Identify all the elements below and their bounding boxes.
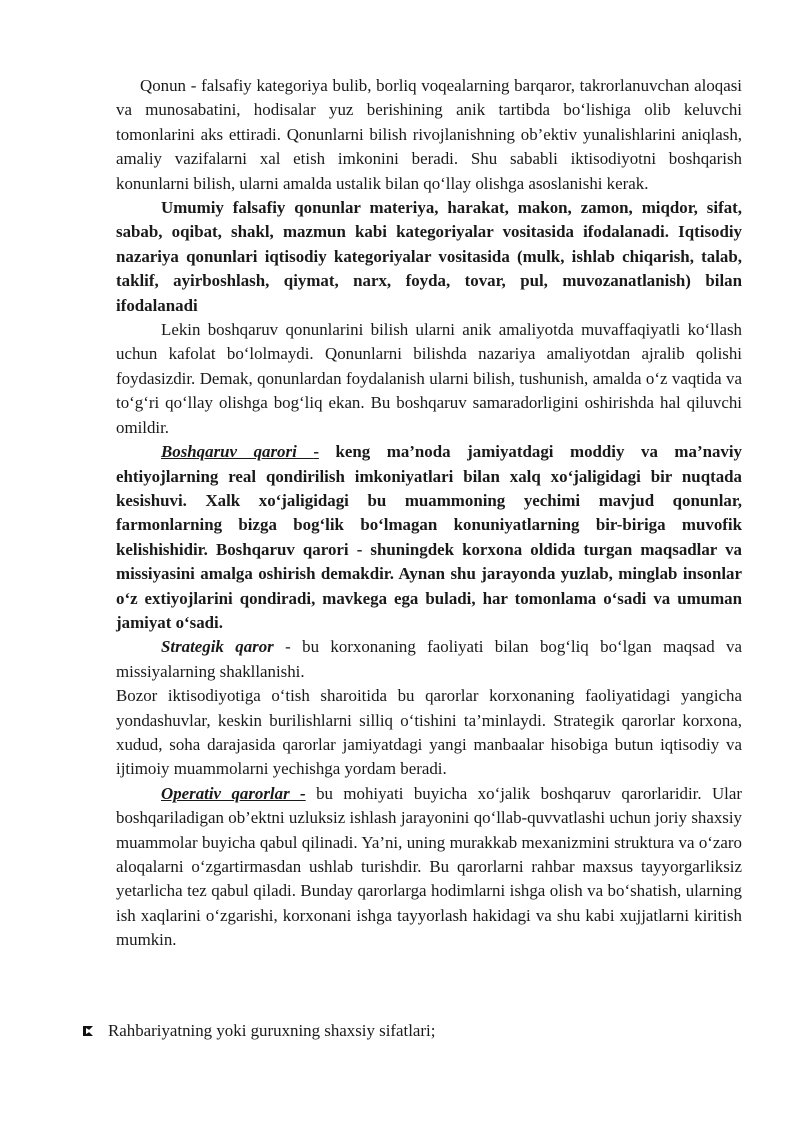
paragraph-operative-decisions [116,782,742,953]
paragraph-management-decision [116,440,742,635]
paragraph-qonun-definition: Qonun - falsafiy kategoriya bulib, borliq voqealarning barqaror, takrorlanuvchan aloqasi va munosabatini, hodisalar yuz berishining anik tartibda bo‘lishiga olib keluvchi tomonlarini aks ettiradi. Qonunlarni bilish rivojlanishning ob’ektiv yunalishlarini aniqlash, amaliy vazifalarni xal etish imkonini beradi. Shu sababli iktisodiyotni boshqarish konunlarni bilish, ularni amalda ustalik bilan qo‘llay olishga asoslanishi kerak. [116,76,742,193]
term-strategik-qaror: Strategik qaror [161,637,274,657]
term-operativ-qarorlar: Operativ qarorlar - [161,783,306,803]
document-body [116,74,742,953]
bullet-list-item [82,1019,742,1043]
paragraph-knowing-laws: Lekin boshqaruv qonunlarini bilish ularni anik amaliyotda muvaffaqiyatli ko‘llash uchun kafolat bo‘lolmaydi. Qonunlarni bilishda nazariya amaliyotdan ajralib qolishi foydasizdir. Demak, qonunlardan foydalanish ularni bilish, tushunish, amalda o‘z vaqtida va to‘g‘ri qo‘llay olishga bog‘liq ekan. Bu boshqaruv samaradorligini oshirishda hal qiluvchi omildir. [116,320,742,437]
bullet-arrow-icon [82,1025,94,1037]
paragraph-market-transition: Bozor iktisodiyotiga o‘tish sharoitida bu qarorlar korxonaning faoliyatidagi yangicha yondashuvlar, keskin burilishlarni silliq o‘tishini ta’minlaydi. Strategik qarorlar korxona, xudud, soha darajasida qarorlar jamiyatdagi yangi manbaalar hisobiga butun iqtisodiy va ijtimoiy muammolarni yechishga yordam beradi. [116,686,742,779]
paragraph-strategic-decision [116,635,742,684]
term-dash: - [313,442,319,462]
paragraph-strategic-decision-text: - bu korxonaning faoliyati bilan bog‘liq bo‘lgan maqsad va missiyalarning shakllanishi. [116,637,743,681]
paragraph-philosophical-laws: Umumiy falsafiy qonunlar materiya, harakat, makon, zamon, miqdor, sifat, sabab, oqibat, shakl, mazmun kabi kategoriyalar vositasida ifodalanadi. Iqtisodiy nazariya qonunlari iqtisodiy kategoriyalar vositasida (mulk, ishlab chiqarish, talab, taklif, ayirboshlash, qiymat, narx, foyda, tovar, pul, muvozanatlanish) bilan ifodalanadi [116,198,742,315]
paragraph-operative-decisions-text: bu mohiyati buyicha xo‘jalik boshqaruv qarorlaridir. Ular boshqariladigan ob’ektni uzluksiz ishlash jarayonini qo‘llab-quvvatlashi uchun joriy shaxsiy muammolar buyicha qabul qilinadi. Ya’ni, uning murakkab mexanizmini struktura va o‘zaro aloqalarni o‘zgartirmasdan ushlab turishdir. Bu qarorlarni rahbar maxsus tayyorgarliksiz yetarlicha tez qabul qiladi. Bunday qarorlarga hodimlarni ishga olish va bo‘shatish, ularning ish xaqlarini o‘zgarishi, korxonani ishga tayyorlash hakidagi va shu kabi xujjatlarni kiritish mumkin. [116,783,743,950]
bullet-item-text: Rahbariyatning yoki guruxning shaxsiy sifatlari; [108,1021,436,1040]
term-boshqaruv-qarori: Boshqaruv qarori [161,442,314,462]
paragraph-management-decision-text: keng ma’noda jamiyatdagi moddiy va ma’naviy ehtiyojlarning real qondirilish imkoniyatlari bilan xalq xo‘jaligidagi bir nuqtada kesishuvi. Xalk xo‘jaligidagi bu muammoning yechimi mavjud qonunlar, farmonlarning bizga bog‘lik bo‘lmagan konuniyatlarning bir-biriga muvofik kelishishidir. Boshqaruv qarori - shuningdek korxona oldida turgan maqsadlar va missiyasini amalga oshirish demakdir. Aynan shu jarayonda yuzlab, minglab insonlar o‘z extiyojlarini qondiradi, mavkega ega buladi, har tomonlama o‘sadi va umuman jamiyat o‘sadi. [116,442,742,632]
